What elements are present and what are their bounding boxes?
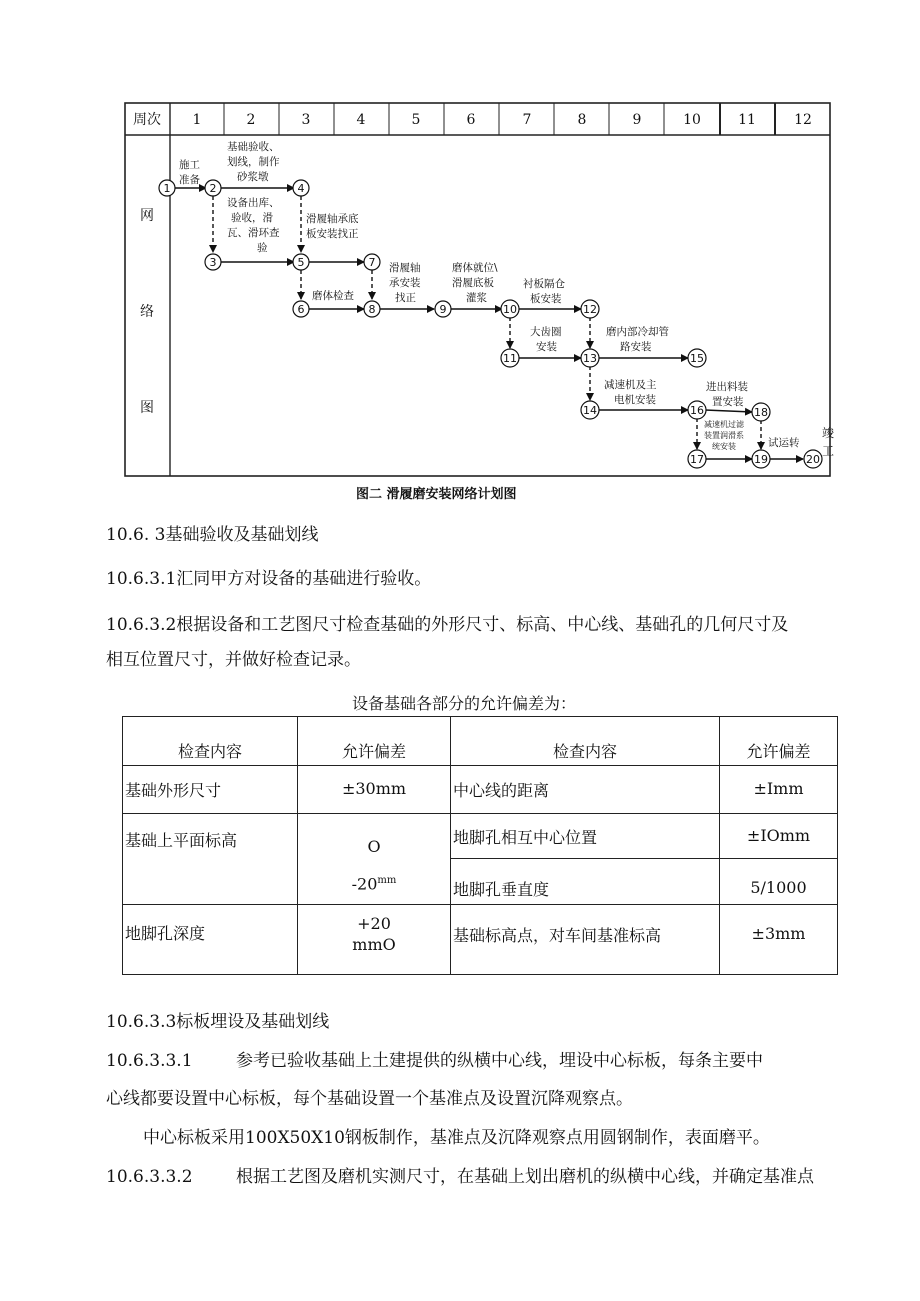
figure-caption: 图二 滑履磨安装网络计划图	[356, 487, 517, 502]
activity-label: 竣	[822, 426, 835, 440]
node-19: 19	[754, 453, 768, 466]
node-17: 17	[690, 453, 704, 466]
activity-label: 准备	[179, 174, 200, 186]
table-header: 允许偏差	[298, 717, 451, 766]
week-2: 2	[246, 112, 256, 128]
table-title: 设备基础各部分的允许偏差为：	[352, 694, 577, 713]
activity-label: 基础验收、	[227, 141, 280, 153]
activity-label: 进出料装	[706, 381, 748, 393]
activity-label: 大齿圈	[530, 326, 562, 338]
node-2: 2	[209, 182, 217, 195]
table-cell	[298, 905, 451, 975]
week-6: 6	[466, 112, 476, 128]
activity-label: 电机安装	[614, 394, 656, 406]
table-cell: 中心线的距离	[451, 766, 720, 814]
activity-label: 设备出库、	[227, 197, 280, 209]
node-1: 1	[163, 182, 171, 195]
activity-label: 划线，制作	[227, 156, 280, 168]
activity-label: 验	[257, 242, 268, 254]
week-8: 8	[577, 112, 587, 128]
tolerance-upper: O	[367, 837, 381, 856]
table-cell: 基础上平面标高	[123, 814, 298, 905]
table-cell: ±Imm	[720, 766, 838, 814]
table-cell: ±IOmm	[720, 814, 838, 859]
week-7: 7	[522, 112, 532, 128]
activity-label: 磨内部冷却管	[606, 326, 669, 338]
table-cell: 地脚孔垂直度	[451, 859, 720, 905]
paragraph: 10.6.3.1汇同甲方对设备的基础进行验收。	[106, 569, 432, 589]
header-label: 周次	[133, 112, 161, 128]
week-10: 10	[683, 112, 701, 128]
node-9: 9	[439, 303, 447, 316]
activity-label: 工	[822, 444, 835, 458]
activity-label: 板安装找正	[306, 228, 359, 240]
node-12: 12	[583, 303, 597, 316]
side-char-1: 网	[140, 208, 154, 224]
activity-label: 施工	[179, 159, 200, 171]
activity-label: 试运转	[768, 437, 800, 449]
paragraph-number: 10.6.3.3.2	[106, 1167, 193, 1187]
activity-label: 灌浆	[466, 292, 487, 304]
node-3: 3	[209, 256, 217, 269]
activity-label: 安装	[536, 341, 557, 353]
activity-label: 滑履轴	[389, 262, 421, 274]
table-cell: 地脚孔深度	[123, 905, 298, 975]
activity-label: 路安装	[620, 341, 652, 353]
activity-label: 减速机过滤	[704, 420, 744, 429]
network-diagram	[0, 0, 920, 500]
table-cell: ±3mm	[720, 905, 838, 975]
week-5: 5	[411, 112, 421, 128]
table-cell: 5/1000	[720, 859, 838, 905]
paragraph: 10.6.3.2根据设备和工艺图尺寸检查基础的外形尺寸、标高、中心线、基础孔的几何尺寸及	[106, 615, 789, 635]
activity-label: 置安装	[712, 396, 744, 408]
week-9: 9	[632, 112, 642, 128]
section-heading: 10.6. 3基础验收及基础划线	[106, 525, 319, 545]
activity-label: 统安装	[712, 442, 736, 451]
tolerance-upper: +20	[357, 914, 391, 933]
node-10: 10	[503, 303, 517, 316]
activity-label: 滑履轴承底	[306, 213, 359, 225]
table-cell: 基础标高点，对车间基准标高	[451, 905, 720, 975]
node-13: 13	[583, 352, 597, 365]
tolerance-lower: mmO	[352, 935, 396, 954]
tolerance-table	[122, 716, 838, 975]
side-char-3: 图	[140, 400, 154, 416]
table-header: 检查内容	[123, 717, 298, 766]
activity-label: 验收，滑	[231, 212, 273, 224]
table-cell: ±30mm	[298, 766, 451, 814]
activity-label: 瓦、滑环查	[227, 227, 280, 239]
paragraph: 相互位置尺寸，并做好检查记录。	[106, 650, 361, 670]
activity-label: 减速机及主	[604, 379, 657, 391]
node-5: 5	[297, 256, 305, 269]
activity-label: 磨体就位\	[452, 262, 498, 274]
week-1: 1	[192, 112, 202, 128]
table-header: 检查内容	[451, 717, 720, 766]
node-16: 16	[690, 404, 704, 417]
paragraph-number: 10.6.3.3.1	[106, 1051, 193, 1071]
paragraph: 根据工艺图及磨机实测尺寸，在基础上划出磨机的纵横中心线，并确定基准点	[236, 1167, 814, 1187]
activity-label: 磨体检查	[312, 290, 354, 302]
node-11: 11	[503, 352, 517, 365]
node-20: 20	[806, 453, 820, 466]
node-6: 6	[297, 303, 305, 316]
table-cell: 基础外形尺寸	[123, 766, 298, 814]
node-14: 14	[583, 404, 597, 417]
node-7: 7	[368, 256, 376, 269]
node-8: 8	[368, 303, 376, 316]
table-header: 允许偏差	[720, 717, 838, 766]
side-char-2: 络	[140, 304, 154, 320]
activity-label: 砂浆墩	[237, 171, 269, 183]
tolerance-lower: $-20^{mm}$	[351, 874, 397, 894]
week-4: 4	[356, 112, 366, 128]
activity-label: 承安装	[389, 277, 421, 289]
week-11: 11	[738, 112, 756, 128]
paragraph: 中心标板采用100X50X10钢板制作，基准点及沉降观察点用圆钢制作，表面磨平。	[143, 1128, 770, 1148]
activity-label: 滑履底板	[452, 277, 494, 289]
node-15: 15	[690, 352, 704, 365]
node-4: 4	[297, 182, 305, 195]
node-18: 18	[754, 406, 768, 419]
paragraph: 参考已验收基础上土建提供的纵横中心线，埋设中心标板，每条主要中	[236, 1051, 763, 1071]
section-heading: 10.6.3.3标板埋设及基础划线	[106, 1012, 330, 1032]
activity-label: 找正	[395, 292, 416, 304]
table-cell	[298, 814, 451, 905]
activity-label: 板安装	[530, 293, 562, 305]
week-12: 12	[794, 112, 812, 128]
activity-label: 衬板隔仓	[523, 278, 565, 290]
activity-label: 装置润滑系	[704, 431, 744, 440]
week-3: 3	[301, 112, 311, 128]
table-cell: 地脚孔相互中心位置	[451, 814, 720, 859]
paragraph: 心线都要设置中心标板，每个基础设置一个基准点及设置沉降观察点。	[106, 1089, 633, 1109]
unit-superscript: mm	[377, 875, 397, 886]
